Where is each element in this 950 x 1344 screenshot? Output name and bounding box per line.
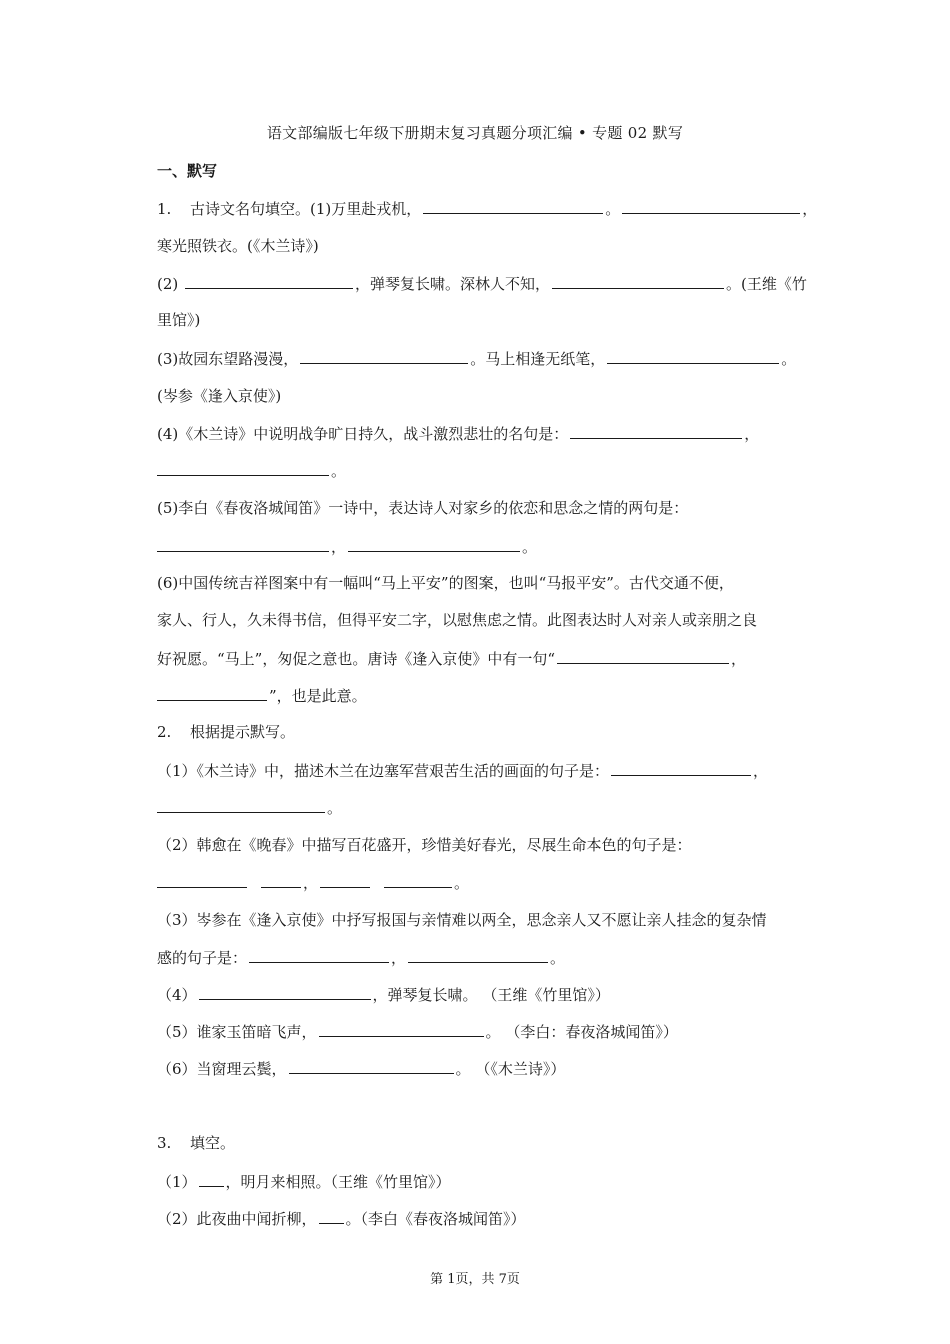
answer-blank[interactable] xyxy=(622,198,800,214)
answer-blank[interactable] xyxy=(157,685,267,701)
q2-line-9: （5）谁家玉笛暗飞声， 。 （李白：春夜洛城闻笛》） xyxy=(157,1023,678,1041)
q1-line-1: 1. 古诗文名句填空。(1)万里赴戎机， 。 ， xyxy=(157,200,818,218)
answer-blank[interactable] xyxy=(408,947,548,963)
answer-blank[interactable] xyxy=(157,460,329,476)
q3-line-2: （1） ，明月来相照。（王维《竹里馆》） xyxy=(157,1173,451,1191)
answer-blank[interactable] xyxy=(348,536,520,552)
q1-line-9: (5)李白《春夜洛城闻笛》一诗中，表达诗人对家乡的依恋和思念之情的两句是： xyxy=(157,499,689,517)
q2-line-7: 感的句子是： ， 。 xyxy=(157,949,566,967)
answer-blank[interactable] xyxy=(557,648,729,664)
answer-blank[interactable] xyxy=(185,273,353,289)
answer-blank[interactable] xyxy=(320,872,370,888)
question-number: 1. xyxy=(157,200,172,218)
answer-blank[interactable] xyxy=(611,760,751,776)
answer-blank[interactable] xyxy=(261,872,301,888)
q1-line-3: (2) ，弹琴复长啸。深林人不知， 。(王维《竹 xyxy=(157,275,807,293)
answer-blank[interactable] xyxy=(319,1208,344,1224)
answer-blank[interactable] xyxy=(157,536,329,552)
q2-line-1: 2. 根据提示默写。 xyxy=(157,723,296,741)
answer-blank[interactable] xyxy=(607,348,779,364)
q2-line-10: （6）当窗理云鬓， 。 （《木兰诗》） xyxy=(157,1060,566,1078)
q2-line-4: （2）韩愈在《晚春》中描写百花盛开，珍惜美好春光，尽展生命本色的句子是： xyxy=(157,836,692,854)
answer-blank[interactable] xyxy=(552,273,724,289)
answer-blank[interactable] xyxy=(423,198,603,214)
q1-line-2: 寒光照铁衣。(《木兰诗》) xyxy=(157,237,319,255)
q1-line-11: (6)中国传统吉祥图案中有一幅叫“马上平安”的图案，也叫“马报平安”。古代交通不便， xyxy=(157,574,734,592)
answer-blank[interactable] xyxy=(199,1171,224,1187)
answer-blank[interactable] xyxy=(157,872,247,888)
q1-line-7: (4)《木兰诗》中说明战争旷日持久，战斗激烈悲壮的名句是： ， xyxy=(157,425,760,443)
question-number: 2. xyxy=(157,723,172,741)
q1-line-14: ”，也是此意。 xyxy=(157,685,367,706)
q1-line-6: (岑参《逢入京使》) xyxy=(157,387,282,405)
answer-blank[interactable] xyxy=(319,1021,484,1037)
q2-line-3: 。 xyxy=(157,797,342,818)
q1-line-12: 家人、行人，久未得书信，但得平安二字，以慰焦虑之情。此图表达时人对亲人或亲朋之良 xyxy=(157,611,758,629)
answer-blank[interactable] xyxy=(249,947,389,963)
answer-blank[interactable] xyxy=(300,348,468,364)
q3-line-1: 3. 填空。 xyxy=(157,1134,236,1152)
q1-line-13: 好祝愿。“马上”，匆促之意也。唐诗《逢入京使》中有一句“ ， xyxy=(157,650,747,668)
q2-line-2: （1）《木兰诗》中，描述木兰在边塞军营艰苦生活的画面的句子是： ， xyxy=(157,762,769,780)
answer-blank[interactable] xyxy=(157,797,325,813)
q3-line-3: （2）此夜曲中闻折柳， 。（李白《春夜洛城闻笛》） xyxy=(157,1210,526,1228)
q2-line-8: （4） ，弹琴复长啸。 （王维《竹里馆》） xyxy=(157,986,610,1004)
answer-blank[interactable] xyxy=(289,1058,454,1074)
section-heading: 一、默写 xyxy=(157,162,218,180)
q1-line-4: 里馆》) xyxy=(157,311,201,329)
answer-blank[interactable] xyxy=(384,872,452,888)
answer-blank[interactable] xyxy=(570,423,742,439)
q1-line-10: ， 。 xyxy=(157,536,537,557)
page-title: 语文部编版七年级下册期末复习真题分项汇编 • 专题 02 默写 xyxy=(266,124,684,142)
q1-line-8: 。 xyxy=(157,460,346,481)
answer-blank[interactable] xyxy=(199,984,371,1000)
page-footer: 第 1页，共 7页 xyxy=(430,1272,520,1287)
question-number: 3. xyxy=(157,1134,172,1152)
q2-line-5: ， 。 xyxy=(157,872,469,893)
q2-line-6: （3）岑参在《逢入京使》中抒写报国与亲情难以两全，思念亲人又不愿让亲人挂念的复杂情 xyxy=(157,911,767,929)
q1-line-5: (3)故园东望路漫漫， 。马上相逢无纸笔， 。 xyxy=(157,350,797,368)
